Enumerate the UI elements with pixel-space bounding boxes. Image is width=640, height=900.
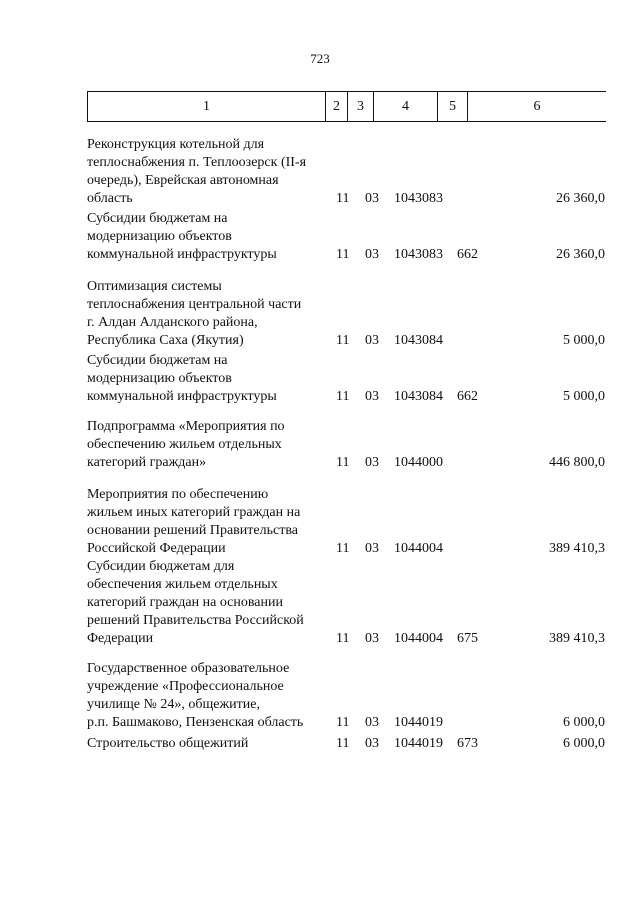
row-name: Субсидии бюджетам на модернизацию объектов коммунальной инфраструктуры <box>87 353 277 404</box>
row-col-5: 673 <box>457 736 478 751</box>
table-row <box>87 558 605 648</box>
row-name: Реконструкция котельной для теплоснабжения п. Теплоозерск (II-я очередь), Еврейская автономная область <box>87 137 307 206</box>
row-name: Строительство общежитий <box>87 736 249 751</box>
row-col-6: 389 410,3 <box>549 541 605 556</box>
row-col-6: 6 000,0 <box>563 715 605 730</box>
row-col-4: 1044004 <box>394 541 443 556</box>
row-col-5: 675 <box>457 631 478 646</box>
row-col-4: 1043084 <box>394 389 443 404</box>
table-row <box>87 418 605 472</box>
table-row <box>87 660 605 732</box>
row-name: Субсидии бюджетам на модернизацию объектов коммунальной инфраструктуры <box>87 211 277 262</box>
row-col-6: 446 800,0 <box>549 455 605 470</box>
row-col-4: 1044019 <box>394 715 443 730</box>
row-col-3: 03 <box>365 191 379 206</box>
header-col-6: 6 <box>533 99 541 114</box>
row-col-3: 03 <box>365 715 379 730</box>
row-col-5: 662 <box>457 389 478 404</box>
page-number: 723 <box>310 51 330 66</box>
row-col-3: 03 <box>365 333 379 348</box>
row-col-4: 1044000 <box>394 455 443 470</box>
row-col-4: 1043084 <box>394 333 443 348</box>
row-col-6: 26 360,0 <box>556 191 605 206</box>
row-col-2: 11 <box>336 736 350 751</box>
row-col-3: 03 <box>365 389 379 404</box>
row-name: Государственное образовательное учреждение «Профессиональное училище № 24», общежитие, р.п. Башмаково, Пензенская область <box>87 661 304 730</box>
row-col-5: 662 <box>457 247 478 262</box>
row-col-2: 11 <box>336 631 350 646</box>
table-row <box>87 278 605 350</box>
row-col-2: 11 <box>336 541 350 556</box>
table-row <box>87 735 605 753</box>
table-row <box>87 136 605 208</box>
row-col-6: 389 410,3 <box>549 631 605 646</box>
row-col-4: 1044019 <box>394 736 443 751</box>
row-col-2: 11 <box>336 247 350 262</box>
row-name: Субсидии бюджетам для обеспечения жильем отдельных категорий граждан на основании решений Правительства Российской Федерации <box>87 559 304 646</box>
row-col-2: 11 <box>336 455 350 470</box>
header-col-4: 4 <box>374 92 438 121</box>
row-col-3: 03 <box>365 455 379 470</box>
row-col-6: 5 000,0 <box>563 389 605 404</box>
table-row <box>87 210 605 264</box>
row-name: Мероприятия по обеспечению жильем иных категорий граждан на основании решений Правительства Российской Федерации <box>87 487 301 556</box>
row-col-6: 6 000,0 <box>563 736 605 751</box>
row-col-3: 03 <box>365 247 379 262</box>
row-col-3: 03 <box>365 631 379 646</box>
row-col-4: 1043083 <box>394 247 443 262</box>
row-col-3: 03 <box>365 736 379 751</box>
row-col-3: 03 <box>365 541 379 556</box>
row-col-2: 11 <box>336 715 350 730</box>
row-col-2: 11 <box>336 333 350 348</box>
header-col-2: 2 <box>326 92 348 121</box>
row-col-6: 5 000,0 <box>563 333 605 348</box>
header-col-3: 3 <box>348 92 374 121</box>
row-col-4: 1044004 <box>394 631 443 646</box>
row-name: Подпрограмма «Мероприятия по обеспечению жильем отдельных категорий граждан» <box>87 419 285 470</box>
row-col-2: 11 <box>336 389 350 404</box>
row-name: Оптимизация системы теплоснабжения центральной части г. Алдан Алданского района, Республика Саха (Якутия) <box>87 279 302 348</box>
table-row <box>87 352 605 406</box>
row-col-2: 11 <box>336 191 350 206</box>
table-row <box>87 486 605 558</box>
header-col-1: 1 <box>88 92 326 121</box>
table-header <box>87 91 606 122</box>
row-col-4: 1043083 <box>394 191 443 206</box>
row-col-6: 26 360,0 <box>556 247 605 262</box>
header-col-5: 5 <box>438 92 468 121</box>
